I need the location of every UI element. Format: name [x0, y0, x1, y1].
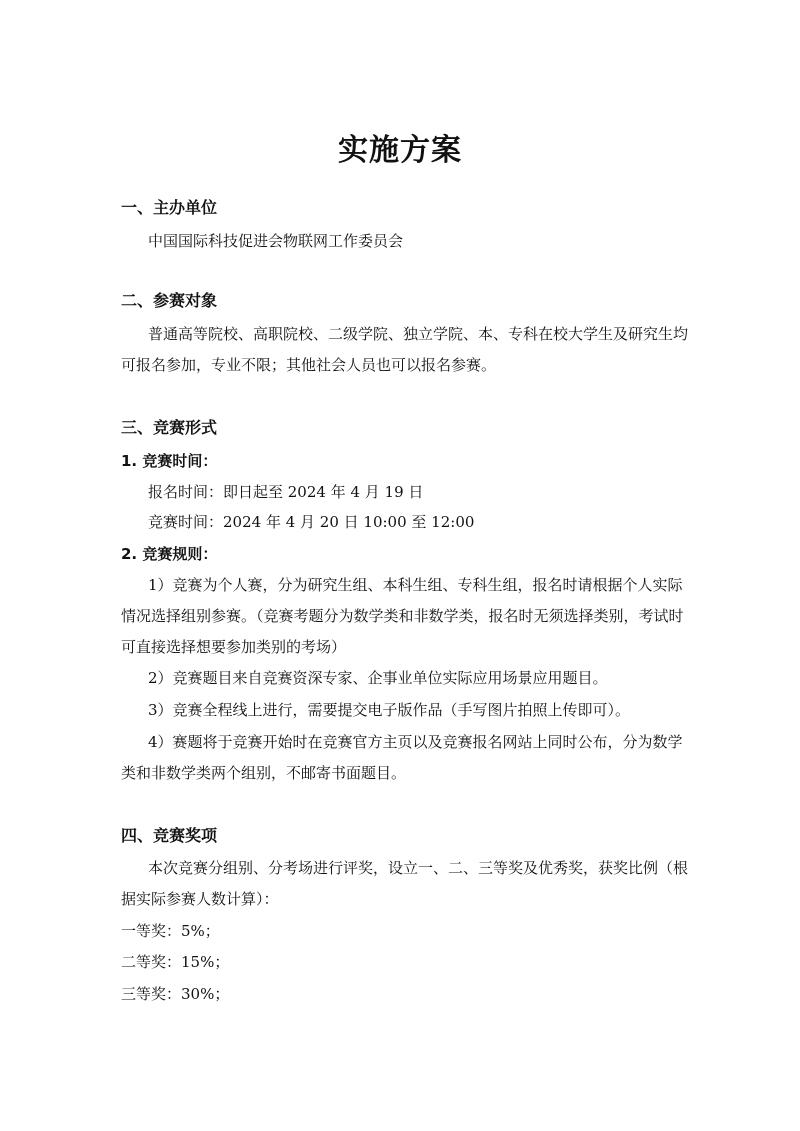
rule-3: 3）竞赛全程线上进行，需要提交电子版作品（手写图片拍照上传即可）。	[148, 701, 631, 719]
subheading-time: 1. 竞赛时间：	[121, 452, 218, 470]
section-heading-awards: 四、竞赛奖项	[121, 826, 218, 845]
document-title: 实施方案	[338, 133, 462, 168]
participants-text-line2: 可报名参加，专业不限；其他社会人员也可以报名参赛。	[121, 356, 497, 374]
rule-4-line2: 类和非数学类两个组别，不邮寄书面题目。	[121, 764, 407, 782]
rule-1-line2: 情况选择组别参赛。（竞赛考题分为数学类和非数学类，报名时无须选择类别，考试时	[121, 607, 684, 625]
subheading-rules: 2. 竞赛规则：	[121, 545, 218, 563]
registration-time: 报名时间：即日起至 2024 年 4 月 19 日	[148, 483, 424, 501]
participants-text-line1: 普通高等院校、高职院校、二级学院、独立学院、本、专科在校大学生及研究生均	[148, 325, 689, 343]
section-heading-organizer: 一、主办单位	[121, 198, 218, 217]
award-third-prize: 三等奖：30%；	[121, 985, 230, 1003]
awards-text-line1: 本次竞赛分组别、分考场进行评奖，设立一、二、三等奖及优秀奖，获奖比例（根	[148, 859, 689, 877]
section-heading-format: 三、竞赛形式	[121, 418, 218, 437]
awards-text-line2: 据实际参赛人数计算）：	[121, 890, 279, 908]
rule-4-line1: 4）赛题将于竞赛开始时在竞赛官方主页以及竞赛报名网站上同时公布，分为数学	[148, 733, 683, 751]
section-heading-participants: 二、参赛对象	[121, 291, 218, 310]
rule-1-line1: 1）竞赛为个人赛，分为研究生组、本科生组、专科生组，报名时请根据个人实际	[148, 576, 683, 594]
organizer-text: 中国国际科技促进会物联网工作委员会	[148, 232, 404, 250]
rule-1-line3: 可直接选择想要参加类别的考场）	[121, 638, 347, 656]
rule-2: 2）竞赛题目来自竞赛资深专家、企事业单位实际应用场景应用题目。	[148, 669, 608, 687]
competition-time: 竞赛时间：2024 年 4 月 20 日 10:00 至 12:00	[148, 513, 475, 531]
award-second-prize: 二等奖：15%；	[121, 953, 230, 971]
award-first-prize: 一等奖：5%；	[121, 922, 220, 940]
